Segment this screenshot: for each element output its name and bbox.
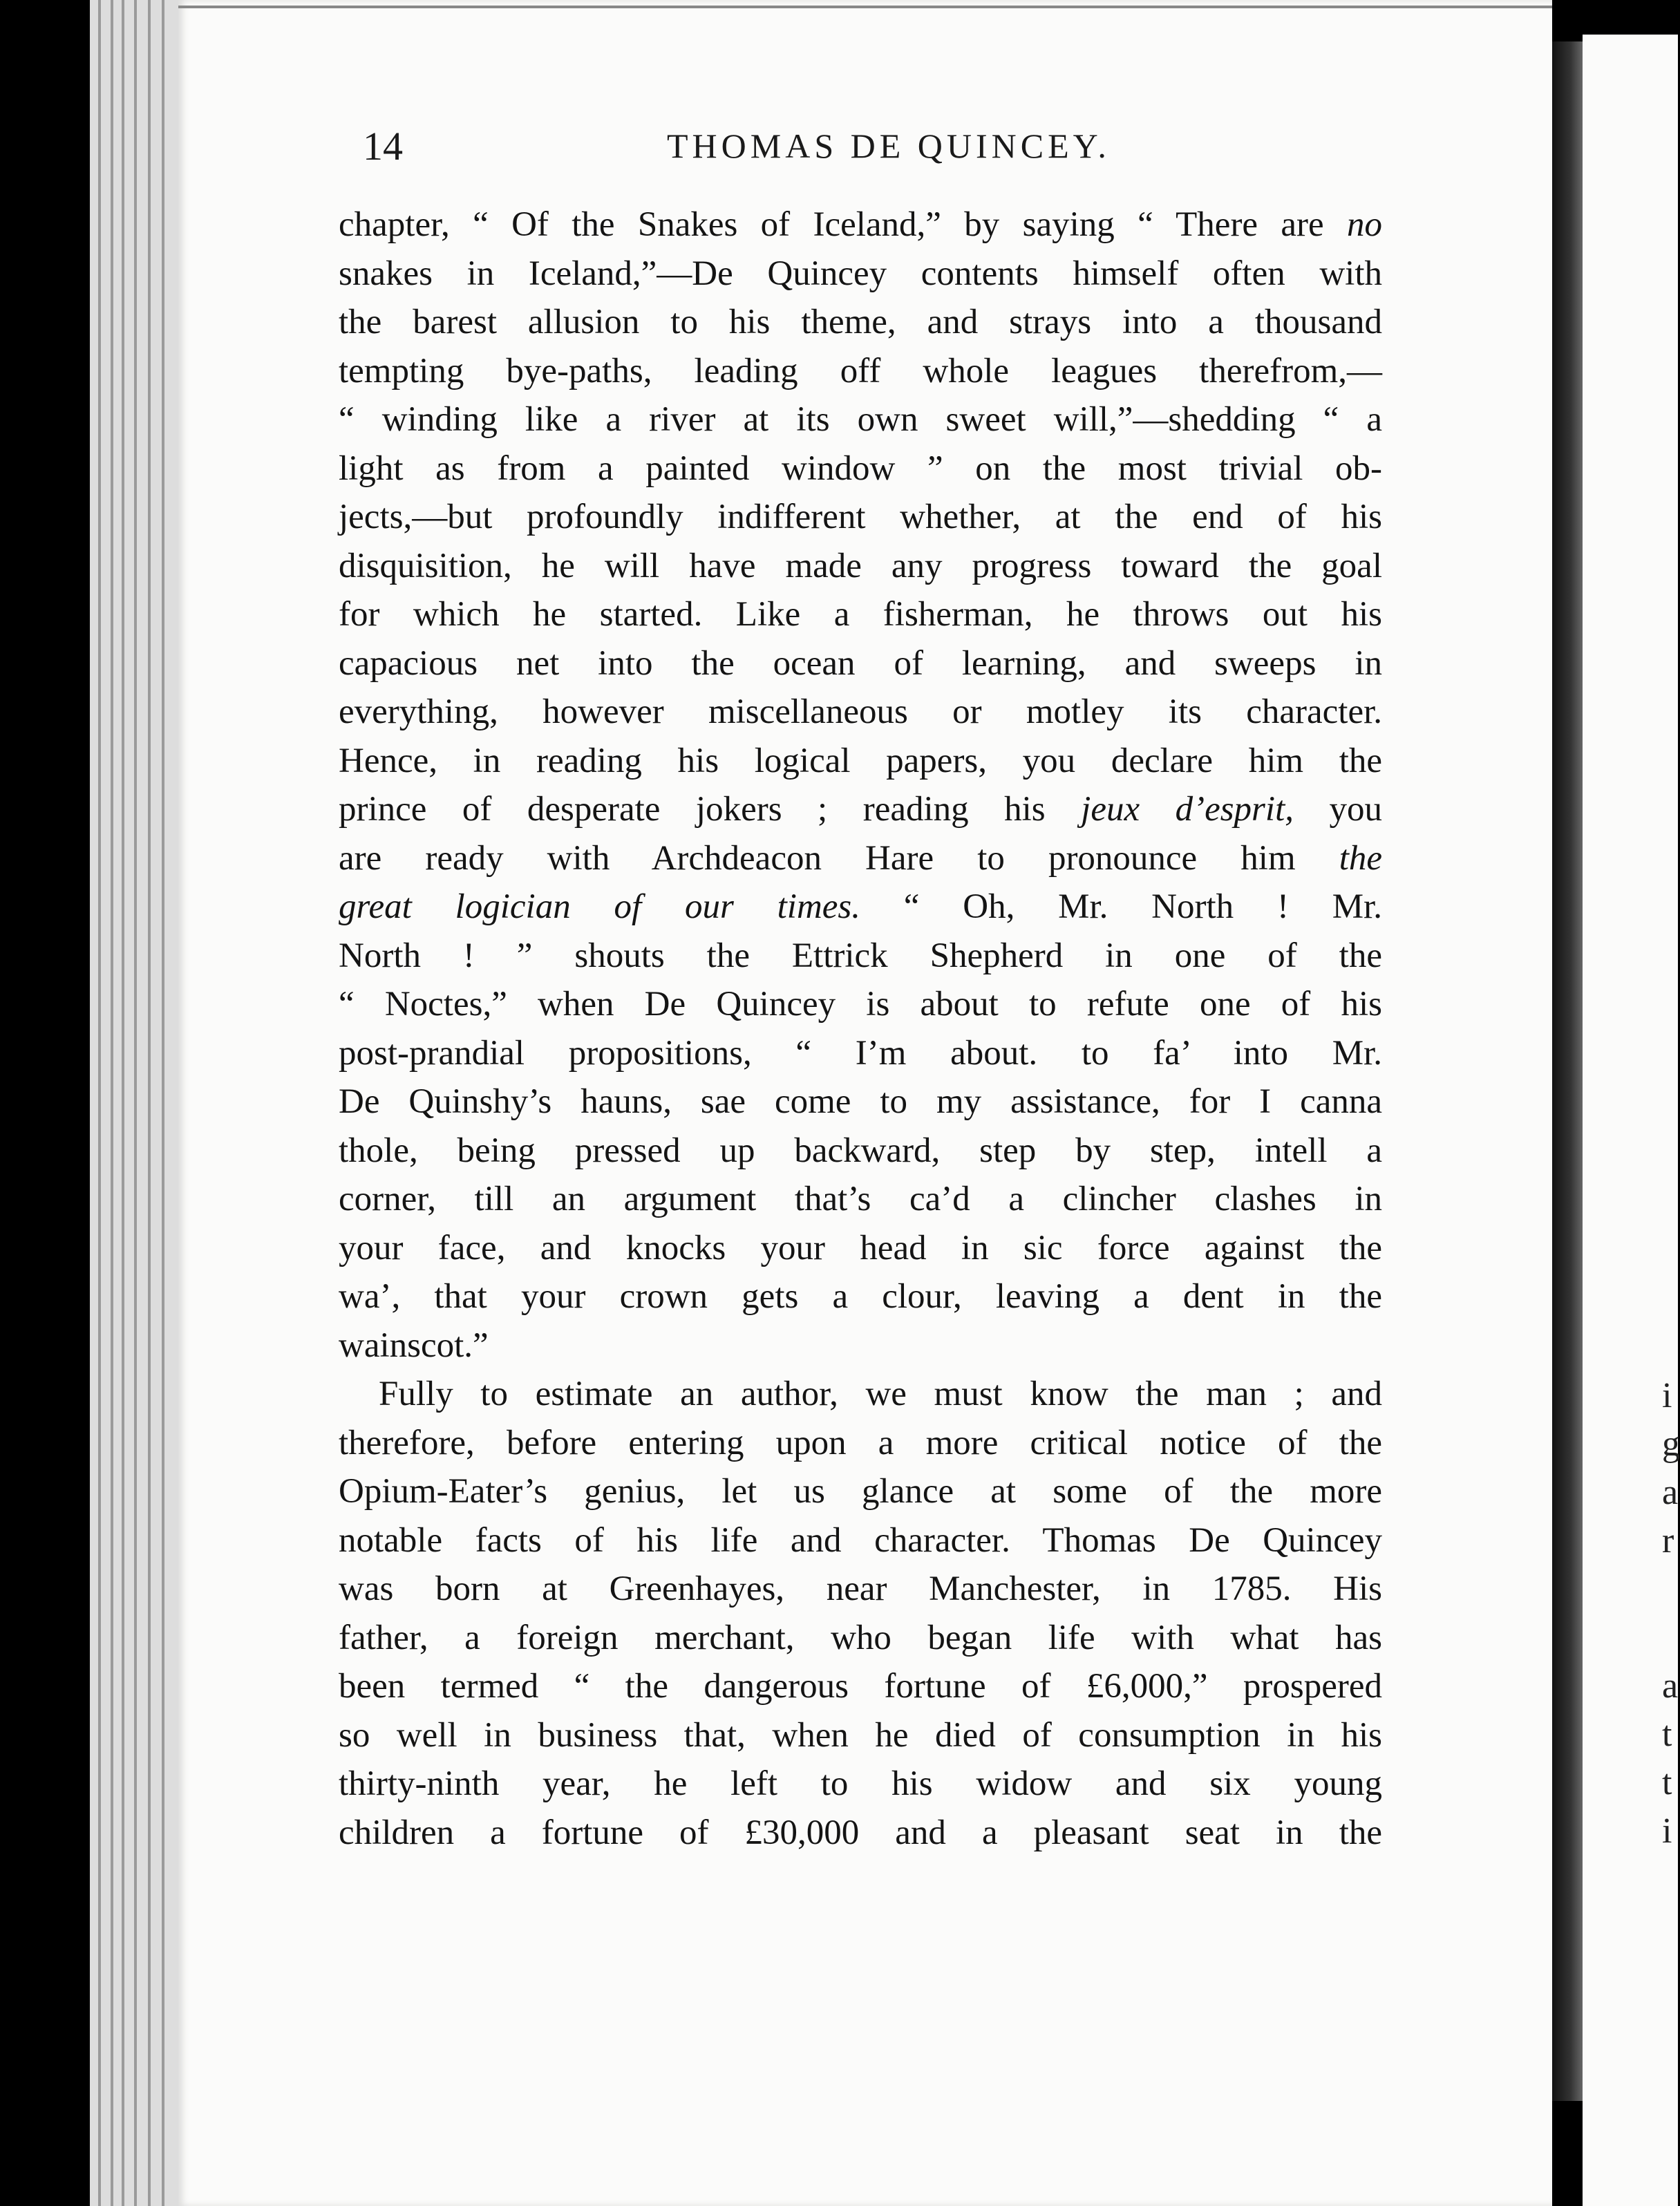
text-segment: been termed “ the dangerous fortune of £6,000,” prospered: [339, 1667, 1382, 1706]
paragraph-1: [339, 200, 1382, 1370]
text-line: [339, 1711, 1382, 1760]
text-line: [339, 1077, 1382, 1126]
text-line: [339, 1809, 1382, 1858]
text-segment: children a fortune of £30,000 and a pleasant seat in the: [339, 1813, 1382, 1852]
facing-page-letter: r: [1662, 1521, 1674, 1561]
text-segment: the barest allusion to his theme, and strays into a thousand: [339, 303, 1382, 341]
text-line: [339, 1614, 1382, 1663]
text-line: [339, 1565, 1382, 1614]
text-segment: therefore, before entering upon a more critical notice of the: [339, 1423, 1382, 1462]
text-line: [339, 249, 1382, 299]
text-line: [339, 1760, 1382, 1809]
text-segment: father, a foreign merchant, who began life with what has: [339, 1618, 1382, 1657]
text-segment: Opium-Eater’s genius, let us glance at some of the more: [339, 1472, 1382, 1511]
text-line: [339, 1175, 1382, 1224]
text-segment: was born at Greenhayes, near Manchester, in 1785. His: [339, 1569, 1382, 1608]
facing-page-letter: t: [1662, 1763, 1672, 1802]
facing-page-letter: t: [1662, 1715, 1672, 1754]
text-line: [339, 883, 1382, 932]
facing-page-letter: a: [1662, 1666, 1679, 1706]
text-segment: wainscot.”: [339, 1326, 489, 1365]
text-line: [339, 444, 1382, 493]
facing-page-letter: g: [1662, 1424, 1680, 1464]
text-line: [339, 737, 1382, 786]
page-top-edge: [178, 6, 1552, 8]
text-segment: jects,—but profoundly indifferent whether, at the end of his: [339, 498, 1382, 536]
text-segment: everything, however miscellaneous or motley its character.: [339, 692, 1382, 731]
facing-page-letter: i: [1662, 1376, 1672, 1415]
text-line: [339, 688, 1382, 737]
text-segment: prince of desperate jokers ; reading his: [339, 790, 1082, 829]
text-line: [339, 1467, 1382, 1516]
text-line: [339, 347, 1382, 396]
text-segment: “ winding like a river at its own sweet will,”—shedding “ a: [339, 400, 1382, 439]
text-line: [339, 1370, 1382, 1419]
facing-page-fragment: [1583, 35, 1678, 2206]
book-gutter: [1552, 41, 1583, 2101]
text-segment: your face, and knocks your head in sic force against the: [339, 1228, 1382, 1267]
text-line: [339, 785, 1382, 834]
text-line: [339, 932, 1382, 981]
text-segment: Hence, in reading his logical papers, you declare him the: [339, 741, 1382, 780]
text-segment: wa’, that your crown gets a clour, leaving a dent in the: [339, 1277, 1382, 1316]
text-line: [339, 395, 1382, 444]
body-text: [339, 200, 1382, 1857]
facing-page-letter: i: [1662, 1811, 1672, 1851]
italic-text: jeux d’esprit,: [1081, 790, 1294, 829]
text-segment: chapter, “ Of the Snakes of Iceland,” by saying “ There are: [339, 205, 1347, 244]
text-line: [339, 542, 1382, 591]
text-segment: disquisition, he will have made any progress toward the goal: [339, 546, 1382, 585]
text-line: [339, 493, 1382, 542]
text-line: [339, 834, 1382, 883]
running-title: THOMAS DE QUINCEY.: [667, 126, 1111, 165]
text-segment: North ! ” shouts the Ettrick Shepherd in one of the: [339, 936, 1382, 975]
text-line: [339, 1029, 1382, 1078]
text-line: [339, 1662, 1382, 1711]
text-line: [339, 1516, 1382, 1565]
text-segment: light as from a painted window ” on the most trivial ob-: [339, 449, 1382, 488]
text-line: [339, 1272, 1382, 1321]
text-segment: thole, being pressed up backward, step by step, intell a: [339, 1131, 1382, 1170]
text-line: [339, 1224, 1382, 1273]
facing-page-letter: a: [1662, 1473, 1679, 1512]
text-line: [339, 298, 1382, 347]
italic-text: great logician of our times.: [339, 887, 861, 926]
text-line: [339, 590, 1382, 639]
text-segment: “ Oh, Mr. North ! Mr.: [860, 887, 1383, 926]
text-segment: thirty-ninth year, he left to his widow and six young: [339, 1764, 1382, 1803]
italic-text: the: [1339, 838, 1382, 878]
page-number: 14: [363, 124, 403, 169]
text-segment: so well in business that, when he died of consumption in his: [339, 1715, 1382, 1755]
text-segment: post-prandial propositions, “ I’m about. to fa’ into Mr.: [339, 1033, 1382, 1073]
text-segment: are ready with Archdeacon Hare to pronounce him: [339, 838, 1339, 878]
paragraph-2: [339, 1370, 1382, 1857]
text-segment: you: [1294, 790, 1382, 829]
text-line: [339, 639, 1382, 688]
text-line: [339, 1419, 1382, 1468]
text-segment: for which he started. Like a fisherman, he throws out his: [339, 595, 1382, 634]
running-head: [363, 123, 1399, 178]
text-segment: capacious net into the ocean of learning, and sweeps in: [339, 643, 1382, 683]
text-segment: tempting bye-paths, leading off whole leagues therefrom,—: [339, 351, 1382, 390]
text-segment: De Quinshy’s hauns, sae come to my assistance, for I canna: [339, 1082, 1382, 1121]
text-line: [339, 1321, 1382, 1370]
italic-text: no: [1347, 205, 1382, 244]
text-segment: Fully to estimate an author, we must know the man ; and: [379, 1375, 1382, 1413]
text-segment: notable facts of his life and character. Thomas De Quincey: [339, 1520, 1382, 1560]
text-segment: corner, till an argument that’s ca’d a clincher clashes in: [339, 1180, 1382, 1218]
text-line: [339, 1126, 1382, 1176]
text-line: [339, 980, 1382, 1029]
text-segment: snakes in Iceland,”—De Quincey contents himself often with: [339, 254, 1382, 293]
text-line: [339, 200, 1382, 249]
text-segment: “ Noctes,” when De Quincey is about to refute one of his: [339, 985, 1382, 1024]
